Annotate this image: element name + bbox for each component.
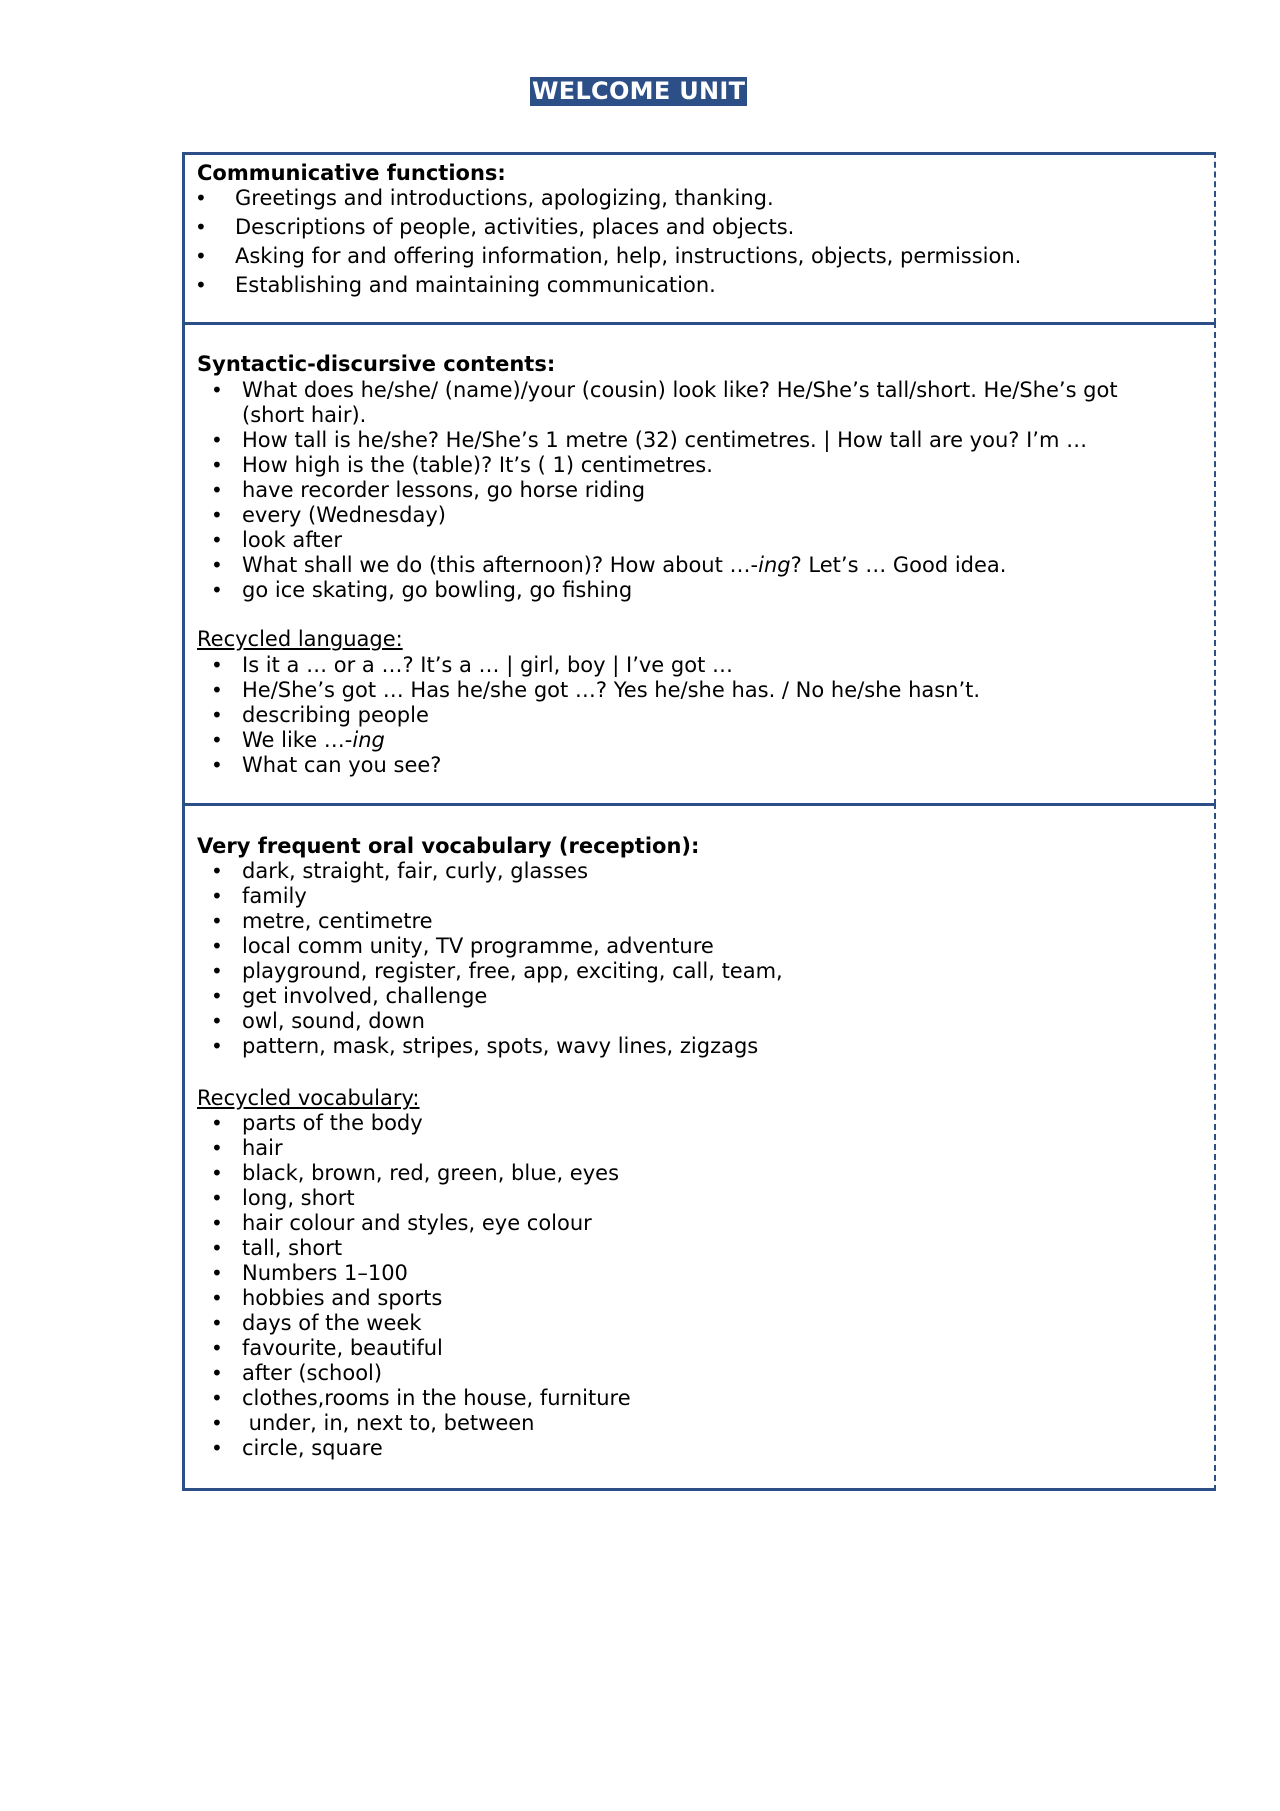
list-item: • get involved, challenge: [211, 984, 488, 1008]
bullet-icon: •: [211, 1386, 223, 1410]
bullet-icon: •: [211, 478, 223, 502]
syntactic-contents-section: [182, 322, 1216, 805]
bullet-icon: •: [211, 678, 223, 702]
bullet-icon: •: [211, 753, 223, 777]
syntactic-list: [185, 378, 1182, 603]
list-item: • long, short: [211, 1186, 355, 1210]
list-item: • hair: [211, 1136, 283, 1160]
list-item: • Greetings and introductions, apologizing, thanking.: [185, 184, 1021, 213]
bullet-icon: •: [211, 453, 223, 477]
list-item: • Asking for and offering information, help, instructions, objects, permission.: [185, 242, 1021, 271]
bullet-icon: •: [211, 1034, 223, 1058]
recycled-language-heading: Recycled language:: [197, 627, 403, 651]
communicative-list: [185, 184, 1021, 300]
list-item: • hobbies and sports: [211, 1286, 443, 1310]
list-item: • What shall we do (this afternoon)? How about …-ing? Let’s … Good idea.: [211, 553, 1007, 577]
list-item: • after (school): [211, 1361, 383, 1385]
bullet-icon: •: [211, 503, 223, 527]
bullet-icon: •: [211, 934, 223, 958]
list-item: • days of the week: [211, 1311, 422, 1335]
bullet-icon: •: [211, 909, 223, 933]
list-item: • describing people: [211, 703, 429, 727]
list-item: • Descriptions of people, activities, places and objects.: [185, 213, 1021, 242]
bullet-icon: •: [195, 186, 207, 210]
bullet-icon: •: [211, 859, 223, 883]
list-item: • circle, square: [211, 1436, 383, 1460]
bullet-icon: •: [211, 1436, 223, 1460]
list-item: • local comm unity, TV programme, adventure: [211, 934, 714, 958]
bullet-icon: •: [211, 984, 223, 1008]
page-title: WELCOME UNIT: [532, 77, 746, 105]
bullet-icon: •: [211, 653, 223, 677]
list-item: • clothes,rooms in the house, furniture: [211, 1386, 631, 1410]
list-item: • dark, straight, fair, curly, glasses: [211, 859, 589, 883]
bullet-icon: •: [211, 1136, 223, 1160]
syntactic-heading: Syntactic-discursive contents:: [197, 352, 556, 376]
list-item: • How high is the (table)? It’s ( 1) centimetres.: [211, 453, 713, 477]
list-item: • Establishing and maintaining communication.: [185, 271, 1021, 300]
bullet-icon: •: [211, 728, 223, 752]
list-item: • have recorder lessons, go horse riding: [211, 478, 646, 502]
bullet-icon: •: [211, 1111, 223, 1135]
recycled-vocabulary-heading: Recycled vocabulary:: [197, 1086, 420, 1110]
bullet-icon: •: [211, 528, 223, 552]
list-item: • Is it a … or a …? It’s a … | girl, boy | I’ve got …: [211, 653, 733, 677]
bullet-icon: •: [211, 378, 223, 402]
list-item: • What can you see?: [211, 753, 442, 777]
bullet-icon: •: [211, 959, 223, 983]
bullet-icon: •: [211, 1236, 223, 1260]
list-item: • black, brown, red, green, blue, eyes: [211, 1161, 620, 1185]
bullet-icon: •: [211, 553, 223, 577]
list-item: • What does he/she/ (name)/your (cousin) look like? He/She’s tall/short. He/She’s got (short hair).: [211, 378, 1118, 427]
bullet-icon: •: [211, 1161, 223, 1185]
list-item: • How tall is he/she? He/She’s 1 metre (32) centimetres. | How tall are you? I’m …: [211, 428, 1088, 452]
list-item: • He/She’s got … Has he/she got …? Yes he/she has. / No he/she hasn’t.: [211, 678, 981, 702]
list-item: • owl, sound, down: [211, 1009, 425, 1033]
bullet-icon: •: [211, 578, 223, 602]
list-item: • go ice skating, go bowling, go fishing: [211, 578, 633, 602]
list-item: • We like …-ing: [211, 728, 385, 752]
bullet-icon: •: [211, 1411, 223, 1435]
recycled-vocabulary-list: [185, 1111, 631, 1461]
list-item: • Numbers 1–100: [211, 1261, 408, 1285]
bullet-icon: •: [211, 428, 223, 452]
vocabulary-list: [185, 859, 783, 1059]
bullet-icon: •: [211, 1186, 223, 1210]
bullet-icon: •: [211, 884, 223, 908]
list-item: • under, in, next to, between: [211, 1411, 535, 1435]
vocabulary-section: [182, 803, 1216, 1491]
bullet-icon: •: [211, 1286, 223, 1310]
list-item: • look after: [211, 528, 343, 552]
list-item: • favourite, beautiful: [211, 1336, 443, 1360]
communicative-functions-section: [182, 152, 1216, 324]
communicative-heading: Communicative functions:: [197, 161, 506, 185]
bullet-icon: •: [195, 215, 207, 239]
list-item: • pattern, mask, stripes, spots, wavy lines, zigzags: [211, 1034, 759, 1058]
bullet-icon: •: [195, 273, 207, 297]
list-item: • family: [211, 884, 307, 908]
bullet-icon: •: [211, 1361, 223, 1385]
list-item: • every (Wednesday): [211, 503, 446, 527]
vocabulary-heading: Very frequent oral vocabulary (reception):: [197, 834, 700, 858]
list-item: • playground, register, free, app, exciting, call, team,: [211, 959, 783, 983]
list-item: • parts of the body: [211, 1111, 423, 1135]
bullet-icon: •: [211, 1311, 223, 1335]
bullet-icon: •: [195, 244, 207, 268]
bullet-icon: •: [211, 1336, 223, 1360]
bullet-icon: •: [211, 703, 223, 727]
bullet-icon: •: [211, 1009, 223, 1033]
list-item: • metre, centimetre: [211, 909, 433, 933]
recycled-language-list: [185, 653, 980, 778]
list-item: • tall, short: [211, 1236, 343, 1260]
bullet-icon: •: [211, 1261, 223, 1285]
list-item: • hair colour and styles, eye colour: [211, 1211, 592, 1235]
bullet-icon: •: [211, 1211, 223, 1235]
